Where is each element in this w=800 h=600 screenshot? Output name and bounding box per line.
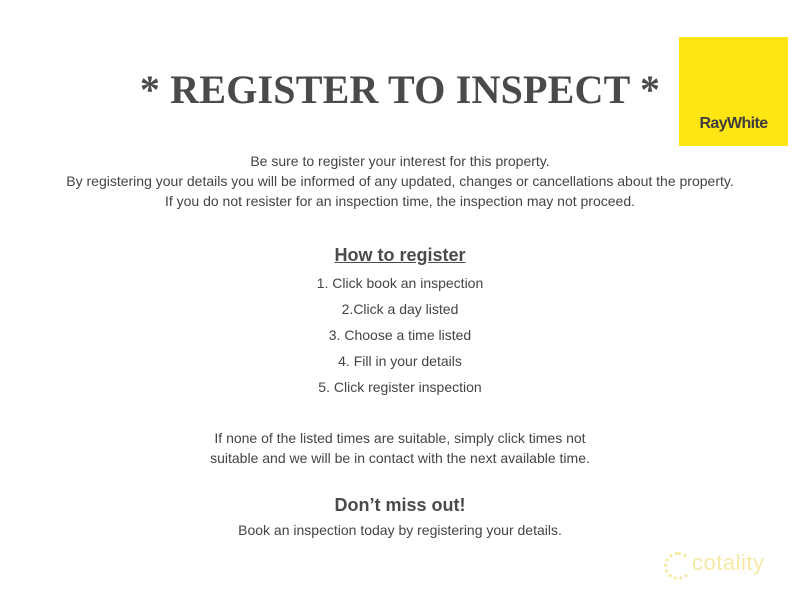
step-item: 5. Click register inspection: [318, 379, 482, 395]
intro-line: Be sure to register your interest for this property.: [250, 153, 550, 169]
note-line: If none of the listed times are suitable, simply click times not: [214, 430, 586, 446]
logo-text: RayWhite: [699, 115, 768, 132]
steps-list: [0, 270, 800, 400]
step-item: 4. Fill in your details: [338, 353, 462, 369]
intro-line: If you do not resister for an inspection time, the inspection may not proceed.: [164, 193, 636, 209]
note-line: suitable and we will be in contact with the next available time.: [210, 450, 590, 466]
how-to-register-heading: How to register: [334, 245, 466, 265]
dotted-ring-icon: [664, 552, 692, 580]
intro-line: By registering your details you will be informed of any updated, changes or cancellations about the property.: [66, 173, 734, 189]
step-item: 2.Click a day listed: [341, 301, 459, 317]
cotality-watermark: [664, 550, 784, 582]
dont-miss-heading: Don’t miss out!: [334, 495, 466, 515]
raywhite-logo: [679, 37, 788, 146]
page-title: * REGISTER TO INSPECT *: [139, 67, 661, 112]
watermark-text: cotality: [692, 550, 765, 575]
step-item: 3. Choose a time listed: [328, 327, 472, 343]
intro-text: [0, 151, 800, 211]
book-inspection-text: Book an inspection today by registering your details.: [238, 522, 562, 538]
times-not-suitable-note: [0, 428, 800, 468]
step-item: 1. Click book an inspection: [316, 275, 484, 291]
